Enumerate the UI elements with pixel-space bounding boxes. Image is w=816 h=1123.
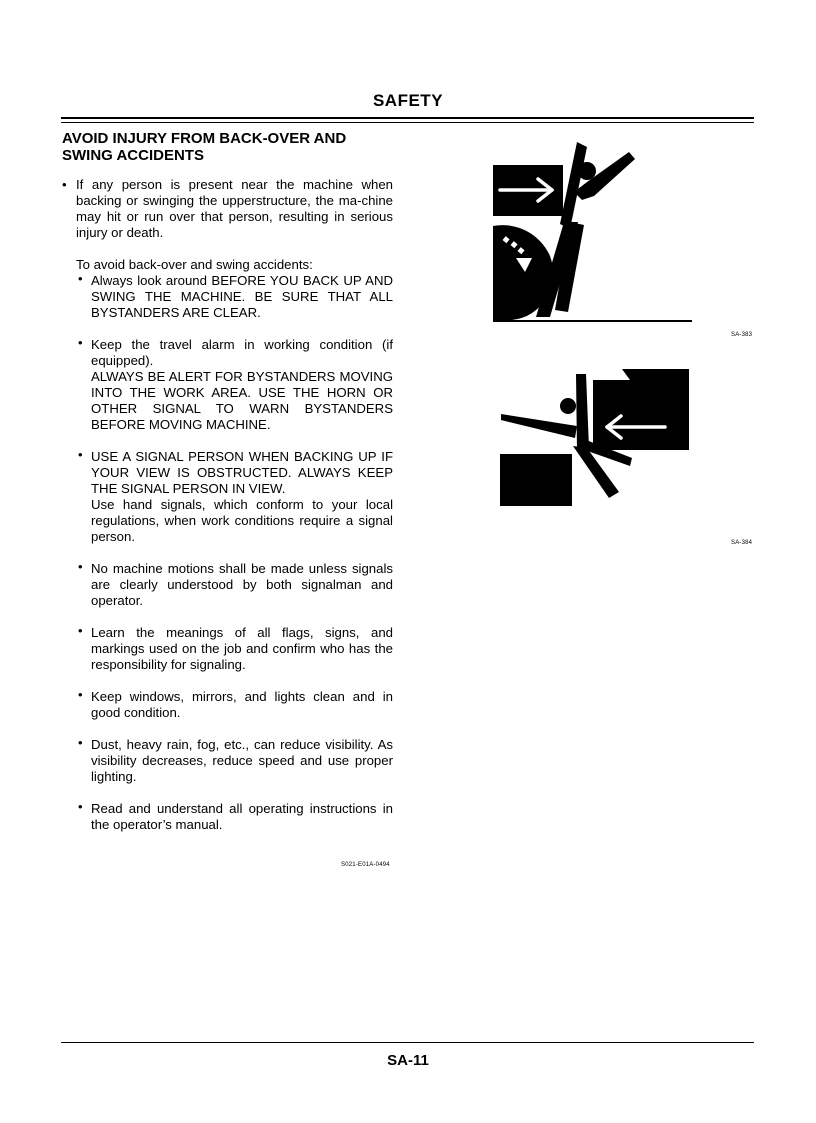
document-reference: S021-E01A-0494 (341, 862, 390, 868)
swing-illustration (497, 368, 693, 510)
section-heading-line1: AVOID INJURY FROM BACK-OVER AND (62, 130, 347, 147)
precaution-text: Keep the travel alarm in working condition (if equipped). (91, 337, 393, 368)
precaution-item (62, 273, 393, 321)
item-bullet: • (78, 447, 83, 462)
precaution-item (62, 625, 393, 673)
precaution-text: USE A SIGNAL PERSON WHEN BACKING UP IF YOUR VIEW IS OBSTRUCTED. ALWAYS KEEP THE SIGNAL PERSON IN VIEW. (91, 449, 393, 496)
precaution-text: Learn the meanings of all flags, signs, and markings used on the job and confirm who has the responsibility for signaling. (91, 625, 393, 672)
precaution-item (62, 449, 393, 545)
item-bullet: • (78, 271, 83, 286)
item-bullet: • (78, 559, 83, 574)
upperstructure-block (593, 380, 689, 450)
precaution-list (62, 273, 393, 833)
page-number: SA-11 (387, 1052, 429, 1069)
figure-2-ref: SA-384 (731, 540, 753, 546)
lead-text: To avoid back-over and swing accidents: (76, 257, 313, 272)
ground-line (493, 320, 692, 322)
cab-roof (622, 369, 689, 380)
header-rule-thick (61, 117, 754, 119)
obstacle-block (500, 454, 572, 506)
text-column (62, 130, 393, 849)
precaution-item (62, 801, 393, 833)
precaution-item (62, 689, 393, 721)
page-title: SAFETY (372, 91, 444, 110)
precaution-text: Dust, heavy rain, fog, etc., can reduce visibility. As visibility decreases, reduce speed and use proper lighting. (91, 737, 393, 784)
item-bullet: • (78, 335, 83, 350)
bullet-dot: • (62, 177, 67, 192)
precaution-text: No machine motions shall be made unless signals are clearly understood by both signalman and operator. (91, 561, 393, 608)
precaution-text: Use hand signals, which conform to your local regulations, when work conditions require a signal person. (91, 497, 393, 544)
item-bullet: • (78, 735, 83, 750)
precaution-text: Always look around BEFORE YOU BACK UP AND SWING THE MACHINE. BE SURE THAT ALL BYSTANDERS ARE CLEAR. (91, 273, 393, 320)
backover-illustration (492, 134, 692, 324)
header-rule-thin (61, 122, 754, 123)
figure-1-ref: SA-383 (731, 332, 753, 338)
section-heading-line2: SWING ACCIDENTS (62, 147, 204, 164)
intro-paragraph (62, 177, 393, 241)
section-heading (62, 130, 393, 164)
precaution-text: Keep windows, mirrors, and lights clean and in good condition. (91, 689, 393, 720)
item-bullet: • (78, 687, 83, 702)
precaution-text: ALWAYS BE ALERT FOR BYSTANDERS MOVING INTO THE WORK AREA. USE THE HORN OR OTHER SIGNAL TO WARN BYSTANDERS BEFORE MOVING MACHINE. (91, 369, 393, 432)
precaution-text: Read and understand all operating instructions in the operator’s manual. (91, 801, 393, 832)
precaution-item (62, 561, 393, 609)
intro-text: If any person is present near the machine when backing or swinging the upperstructure, the ma-chine may hit or run over that person, resulting in serious injury or death. (76, 177, 393, 240)
footer-rule (61, 1042, 754, 1043)
item-bullet: • (78, 799, 83, 814)
item-bullet: • (78, 623, 83, 638)
precaution-item (62, 337, 393, 433)
precaution-item (62, 737, 393, 785)
